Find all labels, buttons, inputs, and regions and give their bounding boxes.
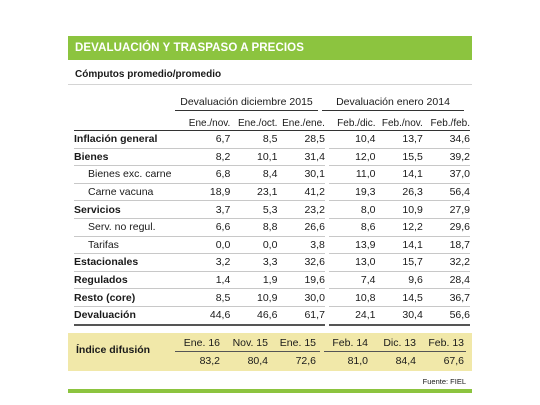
diffusion-period: Ene. 16 <box>183 336 220 349</box>
diffusion-period: Nov. 15 <box>232 336 268 349</box>
table-cell: 36,7 <box>423 289 470 307</box>
diffusion-label: Índice difusión <box>76 343 151 356</box>
table-cell: 56,6 <box>423 306 470 324</box>
table-subtitle: Cómputos promedio/promedio <box>68 60 472 85</box>
table-cell: 8,4 <box>230 166 277 184</box>
row-label: Regulados <box>74 271 183 289</box>
diffusion-period: Feb. 13 <box>428 336 464 349</box>
table-cell: 23,1 <box>230 183 277 201</box>
table-cell: 8,0 <box>329 201 376 219</box>
group-header-jan-2014: Devaluación enero 2014 <box>322 96 464 111</box>
column-header: Feb./nov. <box>376 111 423 131</box>
row-label: Carne vacuna <box>74 183 183 201</box>
table-cell: 7,4 <box>329 271 376 289</box>
table-cell: 15,5 <box>376 148 423 166</box>
table-row <box>74 218 470 236</box>
diffusion-value: 67,6 <box>443 354 464 367</box>
table-row <box>74 131 470 149</box>
diffusion-value: 80,4 <box>247 354 268 367</box>
table-cell: 26,3 <box>376 183 423 201</box>
table-cell: 6,6 <box>183 218 230 236</box>
table-row <box>74 183 470 201</box>
table-cell: 3,2 <box>183 254 230 272</box>
table-row <box>74 271 470 289</box>
table-cell: 28,5 <box>277 131 324 149</box>
table-cell: 46,6 <box>230 306 277 324</box>
table-cell: 10,9 <box>230 289 277 307</box>
table-row <box>74 148 470 166</box>
table-cell: 8,6 <box>329 218 376 236</box>
table-cell: 13,0 <box>329 254 376 272</box>
table-cell: 13,9 <box>329 236 376 254</box>
table-cell: 24,1 <box>329 306 376 324</box>
table-cell: 23,2 <box>277 201 324 219</box>
table-cell: 10,8 <box>329 289 376 307</box>
table-row <box>74 289 470 307</box>
table-cell: 30,4 <box>376 306 423 324</box>
table-cell: 61,7 <box>277 306 324 324</box>
table-cell: 1,4 <box>183 271 230 289</box>
diffusion-value: 72,6 <box>295 354 316 367</box>
table-cell: 3,3 <box>230 254 277 272</box>
group-header-dec-2015: Devaluación diciembre 2015 <box>175 96 318 111</box>
table-cell: 5,3 <box>230 201 277 219</box>
row-label: Resto (core) <box>74 289 183 307</box>
row-label: Serv. no regul. <box>74 218 183 236</box>
column-header: Ene./nov. <box>183 111 230 131</box>
table-cell: 13,7 <box>376 131 423 149</box>
row-label: Inflación general <box>74 131 183 149</box>
table-cell: 31,4 <box>277 148 324 166</box>
table-cell: 8,5 <box>183 289 230 307</box>
table-cell: 14,5 <box>376 289 423 307</box>
table-cell: 12,0 <box>329 148 376 166</box>
table-row <box>74 166 470 184</box>
table-cell: 44,6 <box>183 306 230 324</box>
table-cell: 6,7 <box>183 131 230 149</box>
table-cell: 10,4 <box>329 131 376 149</box>
table-cell: 37,0 <box>423 166 470 184</box>
column-header: Ene./ene. <box>277 111 324 131</box>
diffusion-value: 81,0 <box>347 354 368 367</box>
bottom-accent-bar <box>68 389 472 393</box>
table-cell: 15,7 <box>376 254 423 272</box>
table-cell: 34,6 <box>423 131 470 149</box>
table-cell: 28,4 <box>423 271 470 289</box>
table-row <box>74 254 470 272</box>
table-cell: 12,2 <box>376 218 423 236</box>
table-cell: 18,9 <box>183 183 230 201</box>
table-cell: 8,5 <box>230 131 277 149</box>
table-cell: 0,0 <box>183 236 230 254</box>
diffusion-period: Feb. 14 <box>332 336 368 349</box>
column-header: Ene./oct. <box>230 111 277 131</box>
diffusion-value: 83,2 <box>199 354 220 367</box>
table-row <box>74 236 470 254</box>
table-cell: 39,2 <box>423 148 470 166</box>
table-cell: 27,9 <box>423 201 470 219</box>
column-header-row <box>74 111 470 131</box>
table-cell: 14,1 <box>376 166 423 184</box>
diffusion-period: Ene. 15 <box>279 336 316 349</box>
column-header: Feb./feb. <box>423 111 470 131</box>
row-label: Bienes <box>74 148 183 166</box>
table-cell: 56,4 <box>423 183 470 201</box>
diffusion-value: 84,4 <box>395 354 416 367</box>
table-cell: 10,1 <box>230 148 277 166</box>
table-cell: 30,0 <box>277 289 324 307</box>
table-cell: 3,7 <box>183 201 230 219</box>
table-cell: 19,3 <box>329 183 376 201</box>
row-label: Devaluación <box>74 306 183 324</box>
row-label: Tarifas <box>74 236 183 254</box>
table-cell: 32,2 <box>423 254 470 272</box>
row-label: Servicios <box>74 201 183 219</box>
table-cell: 9,6 <box>376 271 423 289</box>
table-cell: 32,6 <box>277 254 324 272</box>
table-cell: 11,0 <box>329 166 376 184</box>
group-header-row <box>68 95 472 111</box>
table-card <box>68 36 472 393</box>
table-cell: 10,9 <box>376 201 423 219</box>
diffusion-period: Dic. 13 <box>383 336 416 349</box>
table-cell: 41,2 <box>277 183 324 201</box>
table-cell: 6,8 <box>183 166 230 184</box>
table-cell: 29,6 <box>423 218 470 236</box>
table-cell: 14,1 <box>376 236 423 254</box>
table-cell: 30,1 <box>277 166 324 184</box>
table-cell: 18,7 <box>423 236 470 254</box>
table-cell: 0,0 <box>230 236 277 254</box>
row-label: Bienes exc. carne <box>74 166 183 184</box>
diffusion-index-block <box>68 333 472 371</box>
table-cell: 19,6 <box>277 271 324 289</box>
table-cell: 8,2 <box>183 148 230 166</box>
table-cell: 8,8 <box>230 218 277 236</box>
table-cell: 3,8 <box>277 236 324 254</box>
source-note: Fuente: FIEL <box>422 376 466 386</box>
table-row <box>74 201 470 219</box>
data-table <box>74 111 470 326</box>
table-row <box>74 306 470 324</box>
row-label: Estacionales <box>74 254 183 272</box>
table-cell: 1,9 <box>230 271 277 289</box>
table-title: DEVALUACIÓN Y TRASPASO A PRECIOS <box>68 36 472 60</box>
table-cell: 26,6 <box>277 218 324 236</box>
column-header: Feb./dic. <box>329 111 376 131</box>
